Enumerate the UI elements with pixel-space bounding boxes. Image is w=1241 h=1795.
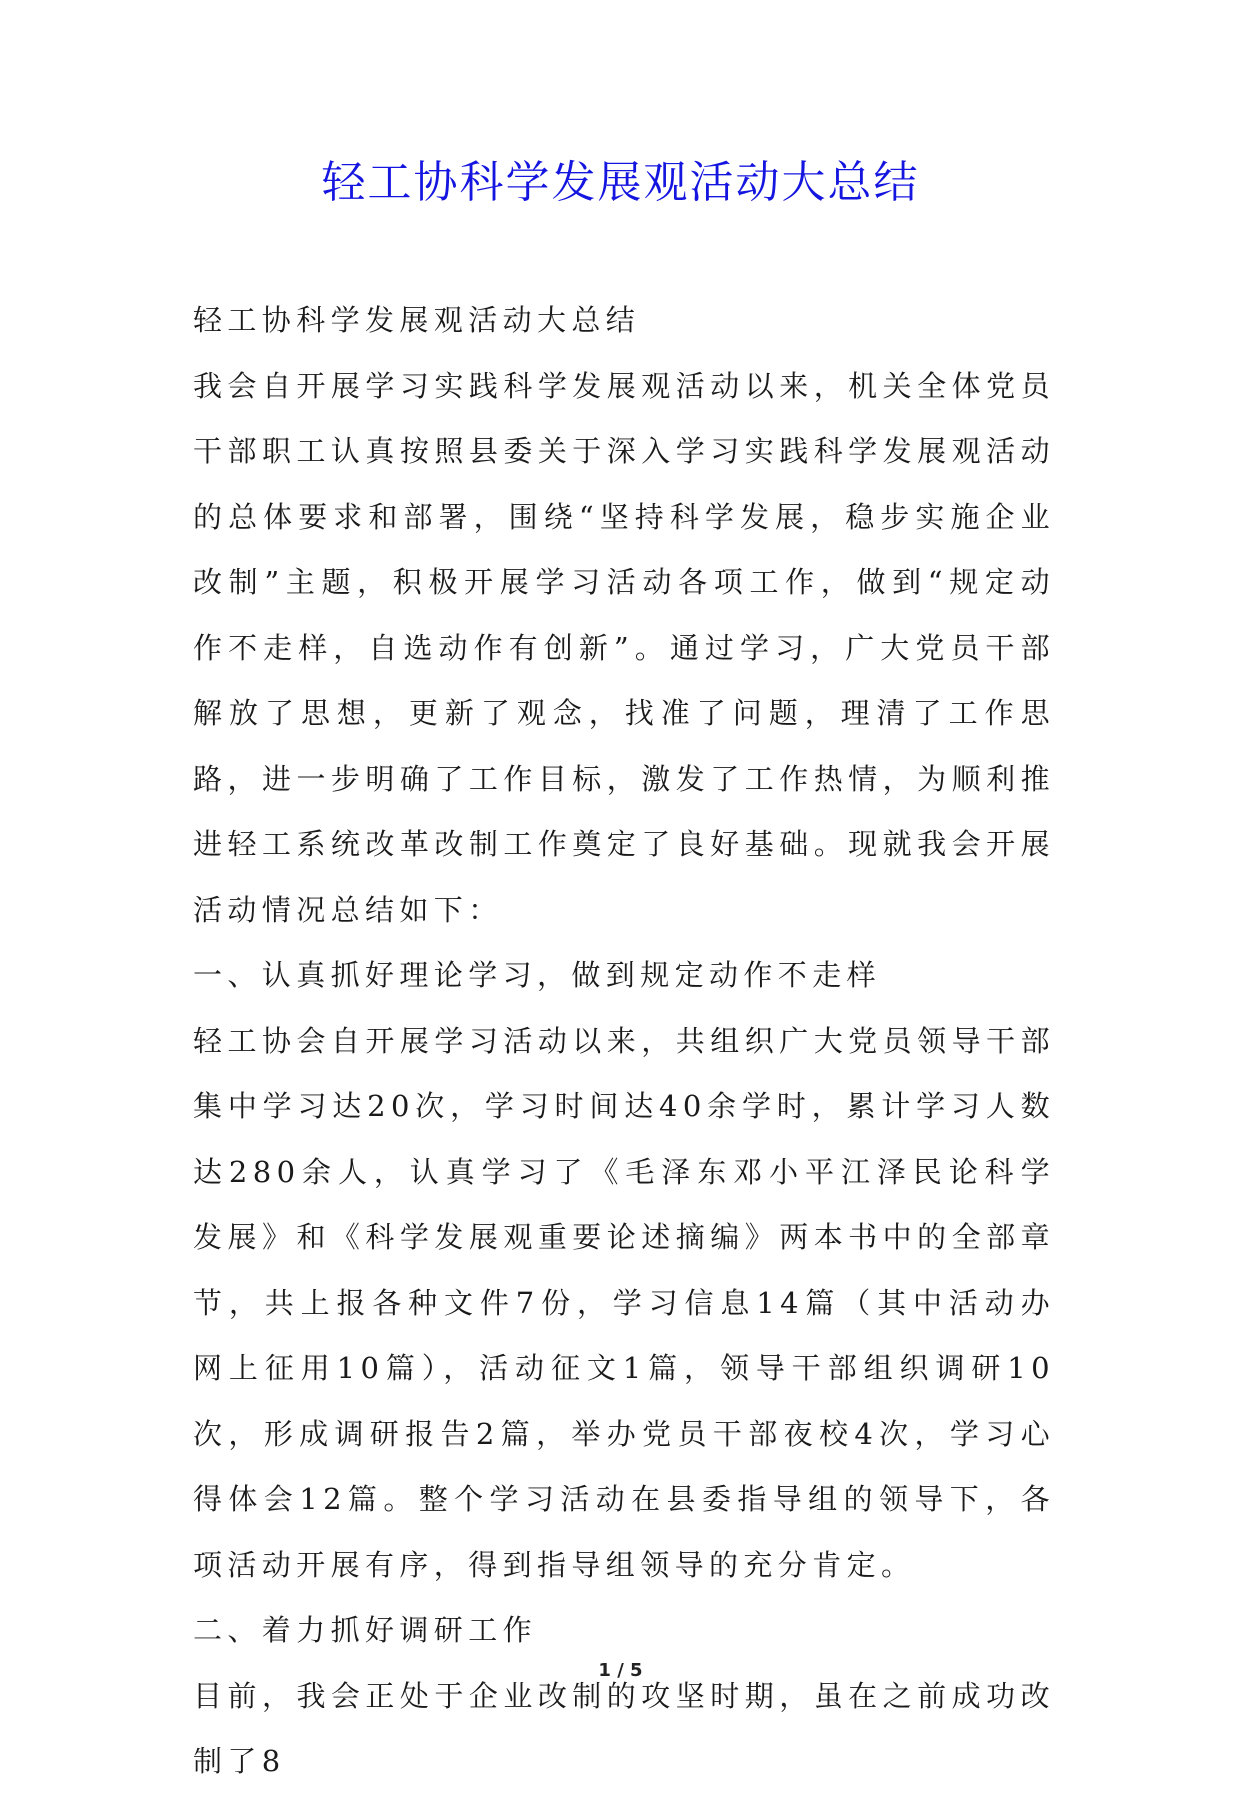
paragraph-section-1: 轻工协会自开展学习活动以来，共组织广大党员领导干部集中学习达20次，学习时间达40余学时，累计学习人数达280余人，认真学习了《毛泽东邓小平江泽民论科学发展》和《科学发展观重要论述摘编》两本书中的全部章节，共上报各种文件7份，学习信息14篇（其中活动办网上征用10篇），活动征文1篇，领导干部组织调研10次，形成调研报告2篇，举办党员干部夜校4次，学习心得体会12篇。整个学习活动在县委指导组的领导下，各项活动开展有序，得到指导组领导的充分肯定。 (193, 1023, 1055, 1582)
paragraph-subtitle: 轻工协科学发展观活动大总结 (193, 303, 641, 337)
page-number: 1 / 5 (598, 1660, 643, 1681)
section-heading-1: 一、认真抓好理论学习，做到规定动作不走样 (193, 958, 882, 992)
paragraph-section-2: 目前，我会正处于企业改制的攻坚时期，虽在之前成功改制了8 (193, 1678, 1055, 1778)
document-title: 轻工协科学发展观活动大总结 (321, 157, 920, 208)
paragraph-intro: 我会自开展学习实践科学发展观活动以来，机关全体党员干部职工认真按照县委关于深入学习实践科学发展观活动的总体要求和部署，围绕“坚持科学发展，稳步实施企业改制”主题，积极开展学习活动各项工作，做到“规定动作不走样，自选动作有创新”。通过学习，广大党员干部解放了思想，更新了观念，找准了问题，理清了工作思路，进一步明确了工作目标，激发了工作热情，为顺利推进轻工系统改革改制工作奠定了良好基础。现就我会开展活动情况总结如下： (193, 368, 1055, 927)
document-body (193, 288, 1055, 1795)
section-heading-2: 二、着力抓好调研工作 (193, 1613, 538, 1647)
